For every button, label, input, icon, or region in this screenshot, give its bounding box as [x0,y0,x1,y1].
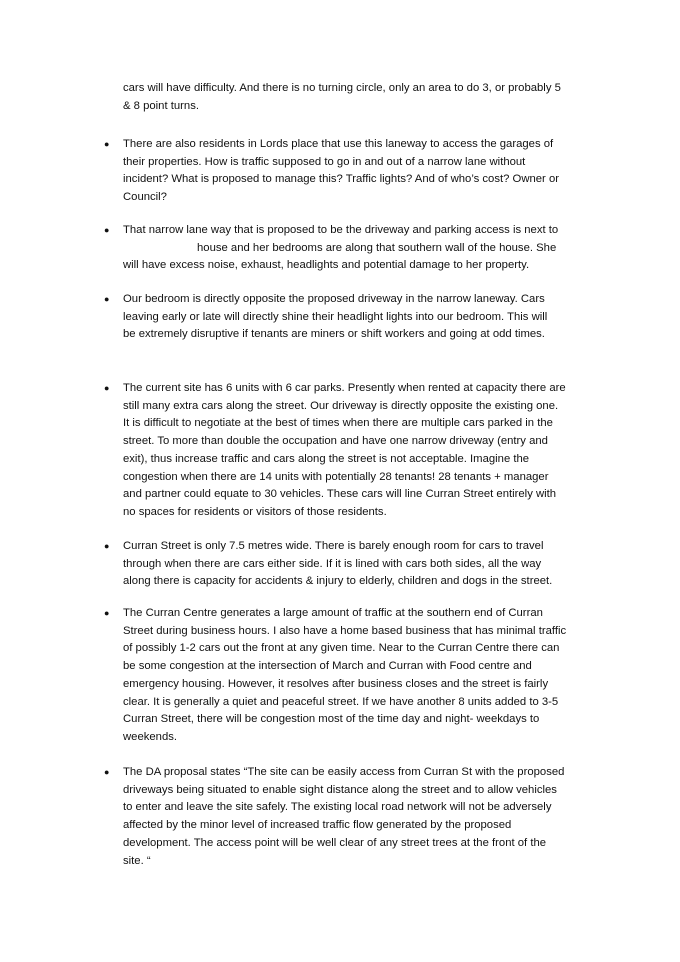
text-line: their properties. How is traffic supposed to go in and out of a narrow lane without [123,155,526,168]
bullet-paragraph-bedroom [123,291,603,344]
text-line: exit), thus increase traffic and cars along the street is not acceptable. Imagine the [123,452,530,465]
text-line: through when there are cars either side. If it is lined with cars both sides, all the way [123,557,542,570]
bullet-icon: ● [104,225,110,235]
text-line: Curran Street is only 7.5 metres wide. There is barely enough room for cars to travel [123,540,544,552]
text-line: It is difficult to negotiate at the best of times when there are multiple cars parked in the [123,417,553,430]
text-line: site. “ [123,854,151,867]
text-line: There are also residents in Lords place that use this laneway to access the garages of [123,138,554,150]
text-line: clear. It is generally a quiet and peaceful street. If we have another 8 units added to 3-5 [123,695,559,708]
text-line: of possibly 1-2 cars out the front at any given time. Near to the Curran Centre there can [123,642,560,655]
text-line: affected by the minor level of increased traffic flow generated by the proposed [123,819,512,832]
text-line: cars will have difficulty. And there is no turning circle, only an area to do 3, or probably 5 [123,82,561,94]
bullet-paragraph-street-width [123,538,603,591]
text-line: & 8 point turns. [123,99,199,112]
text-line: Council? [123,191,167,204]
text-line: no spaces for residents or visitors of those residents. [123,505,387,518]
bullet-icon: ● [104,139,110,149]
text-line: driveways being situated to enable sight distance along the street and to allow vehicles [123,783,557,796]
bullet-icon: ● [104,294,110,304]
text-line: still many extra cars along the street. Our driveway is directly opposite the existing one. [123,399,559,412]
text-line: The DA proposal states “The site can be easily access from Curran St with the proposed [123,766,565,778]
text-line: The Curran Centre generates a large amount of traffic at the southern end of Curran [123,607,543,619]
text-line: be some congestion at the intersection of March and Curran with Food centre and [123,660,532,673]
text-line: development. The access point will be well clear of any street trees at the front of the [123,836,547,849]
bullet-paragraph-lords-place [123,136,603,207]
bullet-paragraph-curran-centre [123,605,603,747]
bullet-paragraph-narrow-lane [123,222,603,275]
bullet-paragraph-da-proposal [123,764,603,870]
text-line: along there is capacity for accidents & injury to elderly, children and dogs in the street. [123,575,553,588]
bullet-icon: ● [104,608,110,618]
bullet-icon: ● [104,383,110,393]
text-line: Our bedroom is directly opposite the proposed driveway in the narrow laneway. Cars [123,293,545,305]
text-line: to enter and leave the site safely. The existing local road network will not be adversely [123,801,552,814]
bullet-icon: ● [104,767,110,777]
bullet-paragraph-current-site [123,380,603,522]
text-line: and partner could equate to 30 vehicles. These cars will line Curran Street entirely with [123,488,557,501]
text-segment: house and her bedrooms are along that southern wall of the house. She [197,241,557,254]
text-line: emergency housing. However, it resolves after business closes and the street is fairly [123,677,549,690]
text-line: Curran Street, there will be congestion most of the time day and night- weekdays to [123,713,540,726]
text-line: The current site has 6 units with 6 car parks. Presently when rented at capacity there are [123,382,566,394]
bullet-icon: ● [104,541,110,551]
text-line: That narrow lane way that is proposed to be the driveway and parking access is next to [123,224,559,236]
text-line: weekends. [123,730,178,743]
text-line: leaving early or late will directly shine their headlight lights into our bedroom. This will [123,310,548,323]
text-line: be extremely disruptive if tenants are miners or shift workers and going at odd times. [123,328,545,341]
text-line: street. To more than double the occupation and have one narrow driveway (entry and [123,435,548,448]
text-line: congestion when there are 14 units with potentially 28 tenants! 28 tenants + manager [123,470,549,483]
text-line: incident? What is proposed to manage this? Traffic lights? And of who’s cost? Owner or [123,173,560,186]
text-line: will have excess noise, exhaust, headlights and potential damage to her property. [123,259,530,272]
text-line-with-redaction [123,240,603,258]
text-line: Street during business hours. I also have a home based business that has minimal traffic [123,624,567,637]
continuation-paragraph [123,80,603,115]
